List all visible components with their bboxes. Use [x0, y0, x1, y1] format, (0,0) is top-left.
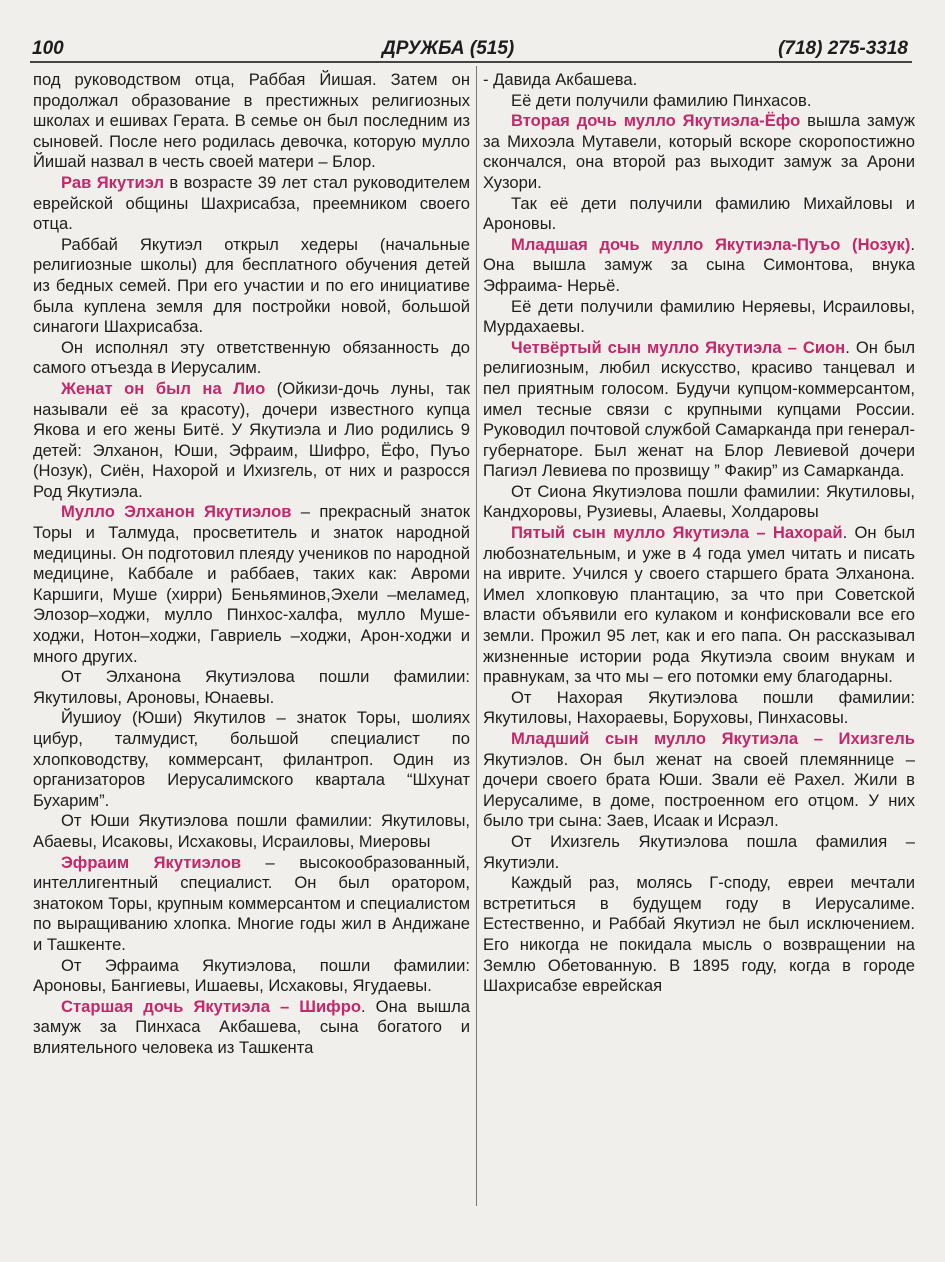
highlighted-name: Младшая дочь мулло Якутиэла-Пуъо (Нозук) [511, 234, 911, 254]
paragraph [483, 111, 915, 193]
highlighted-name: Женат он был на Лио [61, 378, 266, 398]
paragraph-text: От Эфраима Якутиэлова, пошли фамилии: Ароновы, Бангиевы, Ишаевы, Исхаковы, Ягудаевы. [33, 955, 470, 996]
paragraph-text: Йушиоу (Юши) Якутилов – знаток Торы, шолиях цибур, талмудист, большой специалист по хлопководству, коммерсант, филантроп. Один из организаторов Иерусалимского квартала “Шхунат Бухарим”. [33, 708, 470, 810]
highlighted-name: Мулло Элханон Якутиэлов [61, 502, 292, 522]
left-column [33, 70, 470, 1059]
highlighted-name: Четвёртый сын мулло Якутиэла – Сион [511, 337, 846, 357]
paragraph-text: (Ойкизи-дочь луны, так называли её за красоту), дочери известного купца Якова и его жены Битё. У Якутиэла и Лио родились 9 детей: Элханон, Юши, Эфраим, Шифро, Ёфо, Пуъо (Нозук), Сиён, Нахорой и Ихизгель, от них и разросся Род Якутиэла. [33, 378, 470, 501]
highlighted-name: Старшая дочь Якутиэла – Шифро [61, 996, 361, 1016]
paragraph [33, 997, 470, 1059]
paragraph-text: – высокообразованный, интеллигентный специалист. Он был оратором, знатоком Торы, крупным коммерсантом и специалистом по выращиванию хлопка. Многие годы жил в Андижане и Ташкенте. [33, 852, 470, 954]
paragraph-text: Якутиэлов. Он был женат на своей племяннице – дочери своего брата Юши. Звали её Рахел. Жили в Иерусалиме, в доме, построенном его отцом. У них было три сына: Заев, Исаак и Исраэл. [483, 749, 915, 831]
paragraph [483, 235, 915, 297]
paragraph-text: . Она вышла замуж за сына Симонтова, внука Эфраима- Нерьё. [483, 234, 915, 295]
paragraph-text: Так её дети получили фамилию Михайловы и Ароновы. [483, 193, 915, 234]
paragraph [33, 502, 470, 667]
paragraph-text: Каждый раз, молясь Г-споду, евреи мечтали встретиться в будущем году в Иерусалиме. Естественно, и Раббай Якутиэл не был исключением. Его никогда не покидала мысль о возвращении на Землю Обетованную. В 1895 году, когда в городе Шахрисабзе еврейская [483, 873, 915, 996]
paragraph [483, 729, 915, 832]
paragraph [483, 338, 915, 482]
paragraph [33, 708, 470, 811]
paragraph-text: . Она вышла замуж за Пинхаса Акбашева, сына богатого и влиятельного человека из Ташкента [33, 996, 470, 1057]
highlighted-name: Рав Якутиэл [61, 172, 164, 192]
highlighted-name: Вторая дочь мулло Якутиэла-Ёфо [511, 111, 801, 131]
paragraph [33, 235, 470, 338]
paragraph [483, 194, 915, 235]
paragraph-text: - Давида Акбашева. [483, 70, 638, 89]
paragraph-text: От Нахорая Якутиэлова пошли фамилии: Якутиловы, Нахораевы, Боруховы, Пинхасовы. [483, 687, 915, 728]
paragraph-text: под руководством отца, Раббая Йишая. Затем он продолжал образование в престижных религиозных школах и ешивах Герата. В семье он был последним из сыновей. После него родилась девочка, которую мулло Йишай назвал в честь своей матери – Блор. [33, 70, 470, 172]
paragraph-text: От Юши Якутиэлова пошли фамилии: Якутиловы, Абаевы, Исаковы, Исхаковы, Исраиловы, Миеровы [33, 811, 470, 851]
phone-number: (718) 275-3318 [778, 38, 908, 59]
paragraph-text: Он исполнял эту ответственную обязанность до самого отъезда в Иерусалим. [33, 337, 470, 378]
page-number: 100 [32, 38, 64, 59]
paragraph-text: Раббай Якутиэл открыл хедеры (начальные религиозные школы) для бесплатного обучения детей из бедных семей. При его участии и по его инициативе была куплена земля для постройки новой, большой синагоги Шахрисабза. [33, 234, 470, 337]
paragraph-text: От Сиона Якутиэлова пошли фамилии: Якутиловы, Кандхоровы, Рузиевы, Алаевы, Холдаровы [483, 481, 915, 522]
paragraph [483, 688, 915, 729]
paragraph-text: Её дети получили фамилию Неряевы, Исраиловы, Мурдахаевы. [483, 296, 915, 337]
paragraph [33, 811, 470, 852]
paragraph-text: От Ихизгель Якутиэлова пошла фамилия – Якутиэли. [483, 831, 915, 872]
paragraph [483, 70, 915, 91]
paragraph [483, 91, 915, 112]
paragraph [483, 873, 915, 997]
paragraph [33, 853, 470, 956]
right-column [483, 70, 915, 997]
column-divider [476, 66, 477, 1206]
paragraph [483, 523, 915, 688]
paragraph [33, 173, 470, 235]
header-rule [30, 61, 912, 63]
highlighted-name: Эфраим Якутиэлов [61, 852, 242, 872]
paragraph [33, 70, 470, 173]
paragraph-text: вышла замуж за Михоэла Мутавели, который вскоре скоропостижно скончался, она второй раз выходит замуж за Арони Хузори. [483, 111, 916, 192]
paragraph [33, 379, 470, 503]
paragraph [483, 297, 915, 338]
paragraph [483, 832, 915, 873]
highlighted-name: Пятый сын мулло Якутиэла – Нахорай [511, 523, 843, 543]
paragraph [483, 482, 915, 523]
newspaper-title: ДРУЖБА (515) [382, 38, 515, 59]
paragraph-text: От Элханона Якутиэлова пошли фамилии: Якутиловы, Ароновы, Юнаевы. [33, 667, 470, 707]
paragraph-text: . Он был религиозным, любил искусство, красиво танцевал и пел приятным голосом. Будучи купцом-коммерсантом, имел тесные связи с крупными купцами России. Руководил почтовой службой Самарканда при генерал-губернаторе. Был женат на Блор Левиевой дочери Пагиэл Левиева по прозвищу ” Факир” из Самарканда. [483, 337, 916, 481]
paragraph-text: – прекрасный знаток Торы и Талмуда, просветитель и знаток народной медицины. Он подготовил плеяду учеников по народной медицине, Каббале и раббаев, таких как: Авроми Каршиги, Муше (хирри) Беньяминов,Эхели –меламед, Элозор–ходжи, мулло Пинхос-халфа, мулло Муше-ходжи, Нотон–ходжи, Гавриель –ходжи, Арон-ходжи и много других. [33, 502, 470, 666]
paragraph [33, 338, 470, 379]
paragraph-text: Её дети получили фамилию Пинхасов. [511, 90, 812, 110]
page-header [32, 38, 908, 62]
paragraph-text: в возрасте 39 лет стал руководителем еврейской общины Шахрисабза, преемником своего отца. [33, 172, 471, 234]
highlighted-name: Младший сын мулло Якутиэла – Ихизгель [511, 729, 915, 748]
paragraph [33, 667, 470, 708]
paragraph-text: . Он был любознательным, и уже в 4 года умел читать и писать на иврите. Учился у своего старшего брата Элханона. Имел хлопковую плантацию, за что при Советской власти объявили его кулаком и конфисковали все его земли. Прожил 95 лет, как и его папа. Он рассказывал жизненные истории рода Якутиэла своим внукам и правнукам, за что мы – его потомки ему благодарны. [483, 523, 915, 687]
paragraph [33, 956, 470, 997]
